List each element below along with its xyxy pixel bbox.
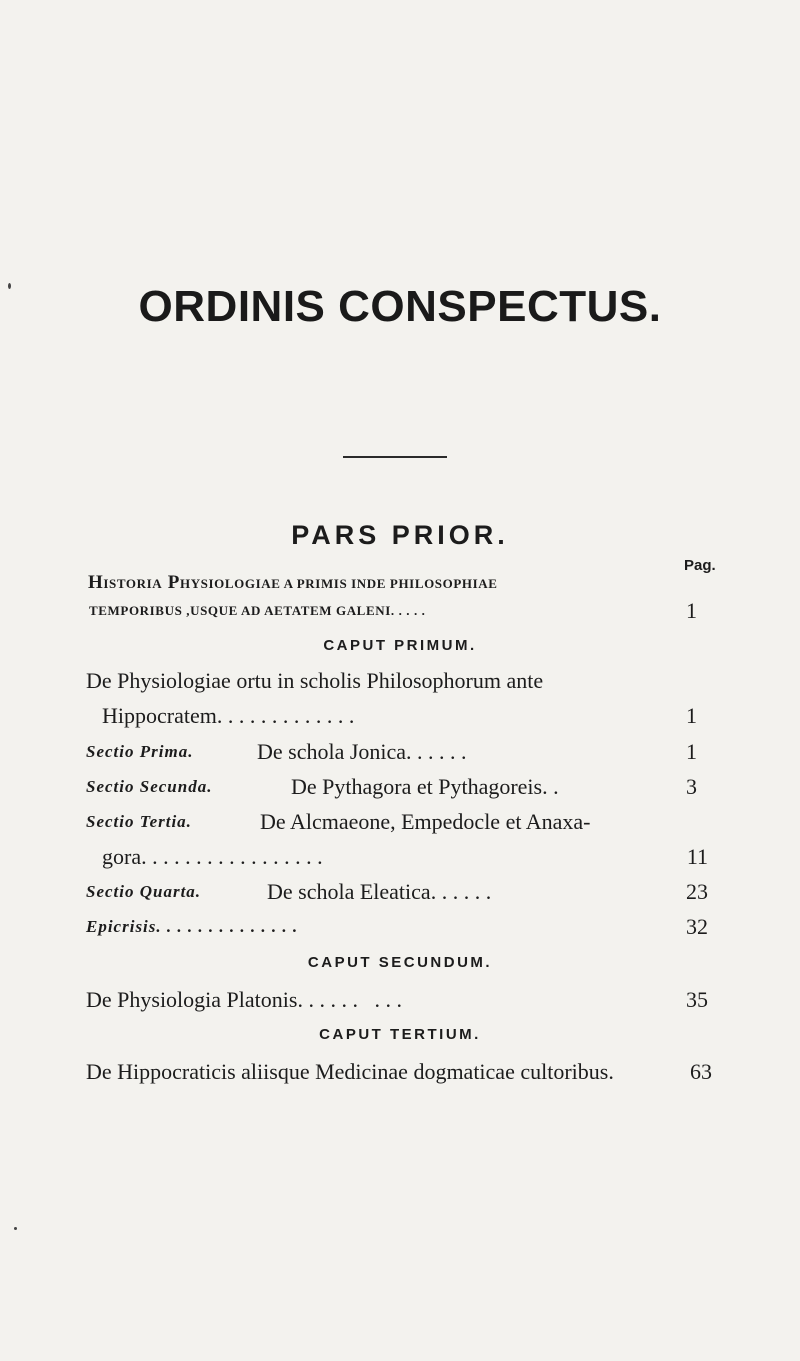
chapter-heading-tertium: CAPUT TERTIUM.	[319, 1026, 481, 1043]
toc-entry-historia-text: HISTORIA PHYSIOLOGIAE A PRIMIS INDE PHILOSOPHIAE	[88, 572, 498, 593]
page-number: 1	[686, 739, 697, 764]
toc-entry-intro-line2: Hippocratem. . . . . . . . . . . . . 1	[0, 701, 800, 731]
title-divider	[343, 456, 447, 458]
section-label: Epicrisis. . . . . . . . . . . . . .	[86, 917, 299, 936]
paper-speck	[8, 283, 11, 289]
toc-entry-historia-line2: TEMPORIBUS ,USQUE AD AETATEM GALENI. . . . . 1	[0, 596, 800, 626]
toc-entry-sectio-secunda: Sectio Secunda. De Pythagora et Pythagoreis. . 3	[0, 772, 800, 802]
chapter-heading-primum: CAPUT PRIMUM.	[323, 637, 477, 654]
page-number: 1	[686, 598, 697, 623]
section-label: Sectio Tertia.	[86, 812, 192, 831]
toc-entry-intro-line1: De Physiologiae ortu in scholis Philosophorum ante	[86, 668, 544, 693]
toc-entry-sectio-quarta: Sectio Quarta. De schola Eleatica. . . . . . 23	[0, 877, 800, 907]
paper-speck	[14, 1227, 17, 1230]
toc-entry-hippocraticis: De Hippocraticis aliisque Medicinae dogmaticae cultoribus. 63	[0, 1057, 800, 1087]
toc-entry-historia-line1	[0, 566, 800, 596]
page-number: 11	[686, 844, 708, 869]
page-number: 63	[690, 1059, 712, 1084]
chapter-heading-secundum: CAPUT SECUNDUM.	[307, 954, 493, 971]
toc-entry-epicrisis	[0, 912, 800, 942]
page-number: 1	[686, 703, 697, 728]
page-number: 35	[686, 987, 708, 1012]
section-label: Sectio Prima.	[86, 742, 194, 761]
page-title: ORDINIS CONSPECTUS.	[138, 282, 662, 331]
page-number: 23	[686, 879, 708, 904]
page-column-label: Pag.	[684, 557, 716, 574]
toc-entry-sectio-prima: Sectio Prima. De schola Jonica. . . . . . 1	[0, 737, 800, 767]
page-number: 3	[686, 774, 697, 799]
section-label: Sectio Quarta.	[86, 882, 202, 901]
page-number: 32	[686, 914, 708, 939]
toc-entry-sectio-tertia-line1: Sectio Tertia. De Alcmaeone, Empedocle et Anaxa-	[0, 807, 800, 837]
section-label: Sectio Secunda.	[86, 777, 213, 796]
toc-entry-platonis: De Physiologia Platonis. . . . . . . . . 35	[0, 985, 800, 1015]
part-heading: PARS PRIOR.	[291, 520, 509, 550]
toc-entry-sectio-tertia-line2: gora. . . . . . . . . . . . . . . . . 11	[0, 842, 800, 872]
